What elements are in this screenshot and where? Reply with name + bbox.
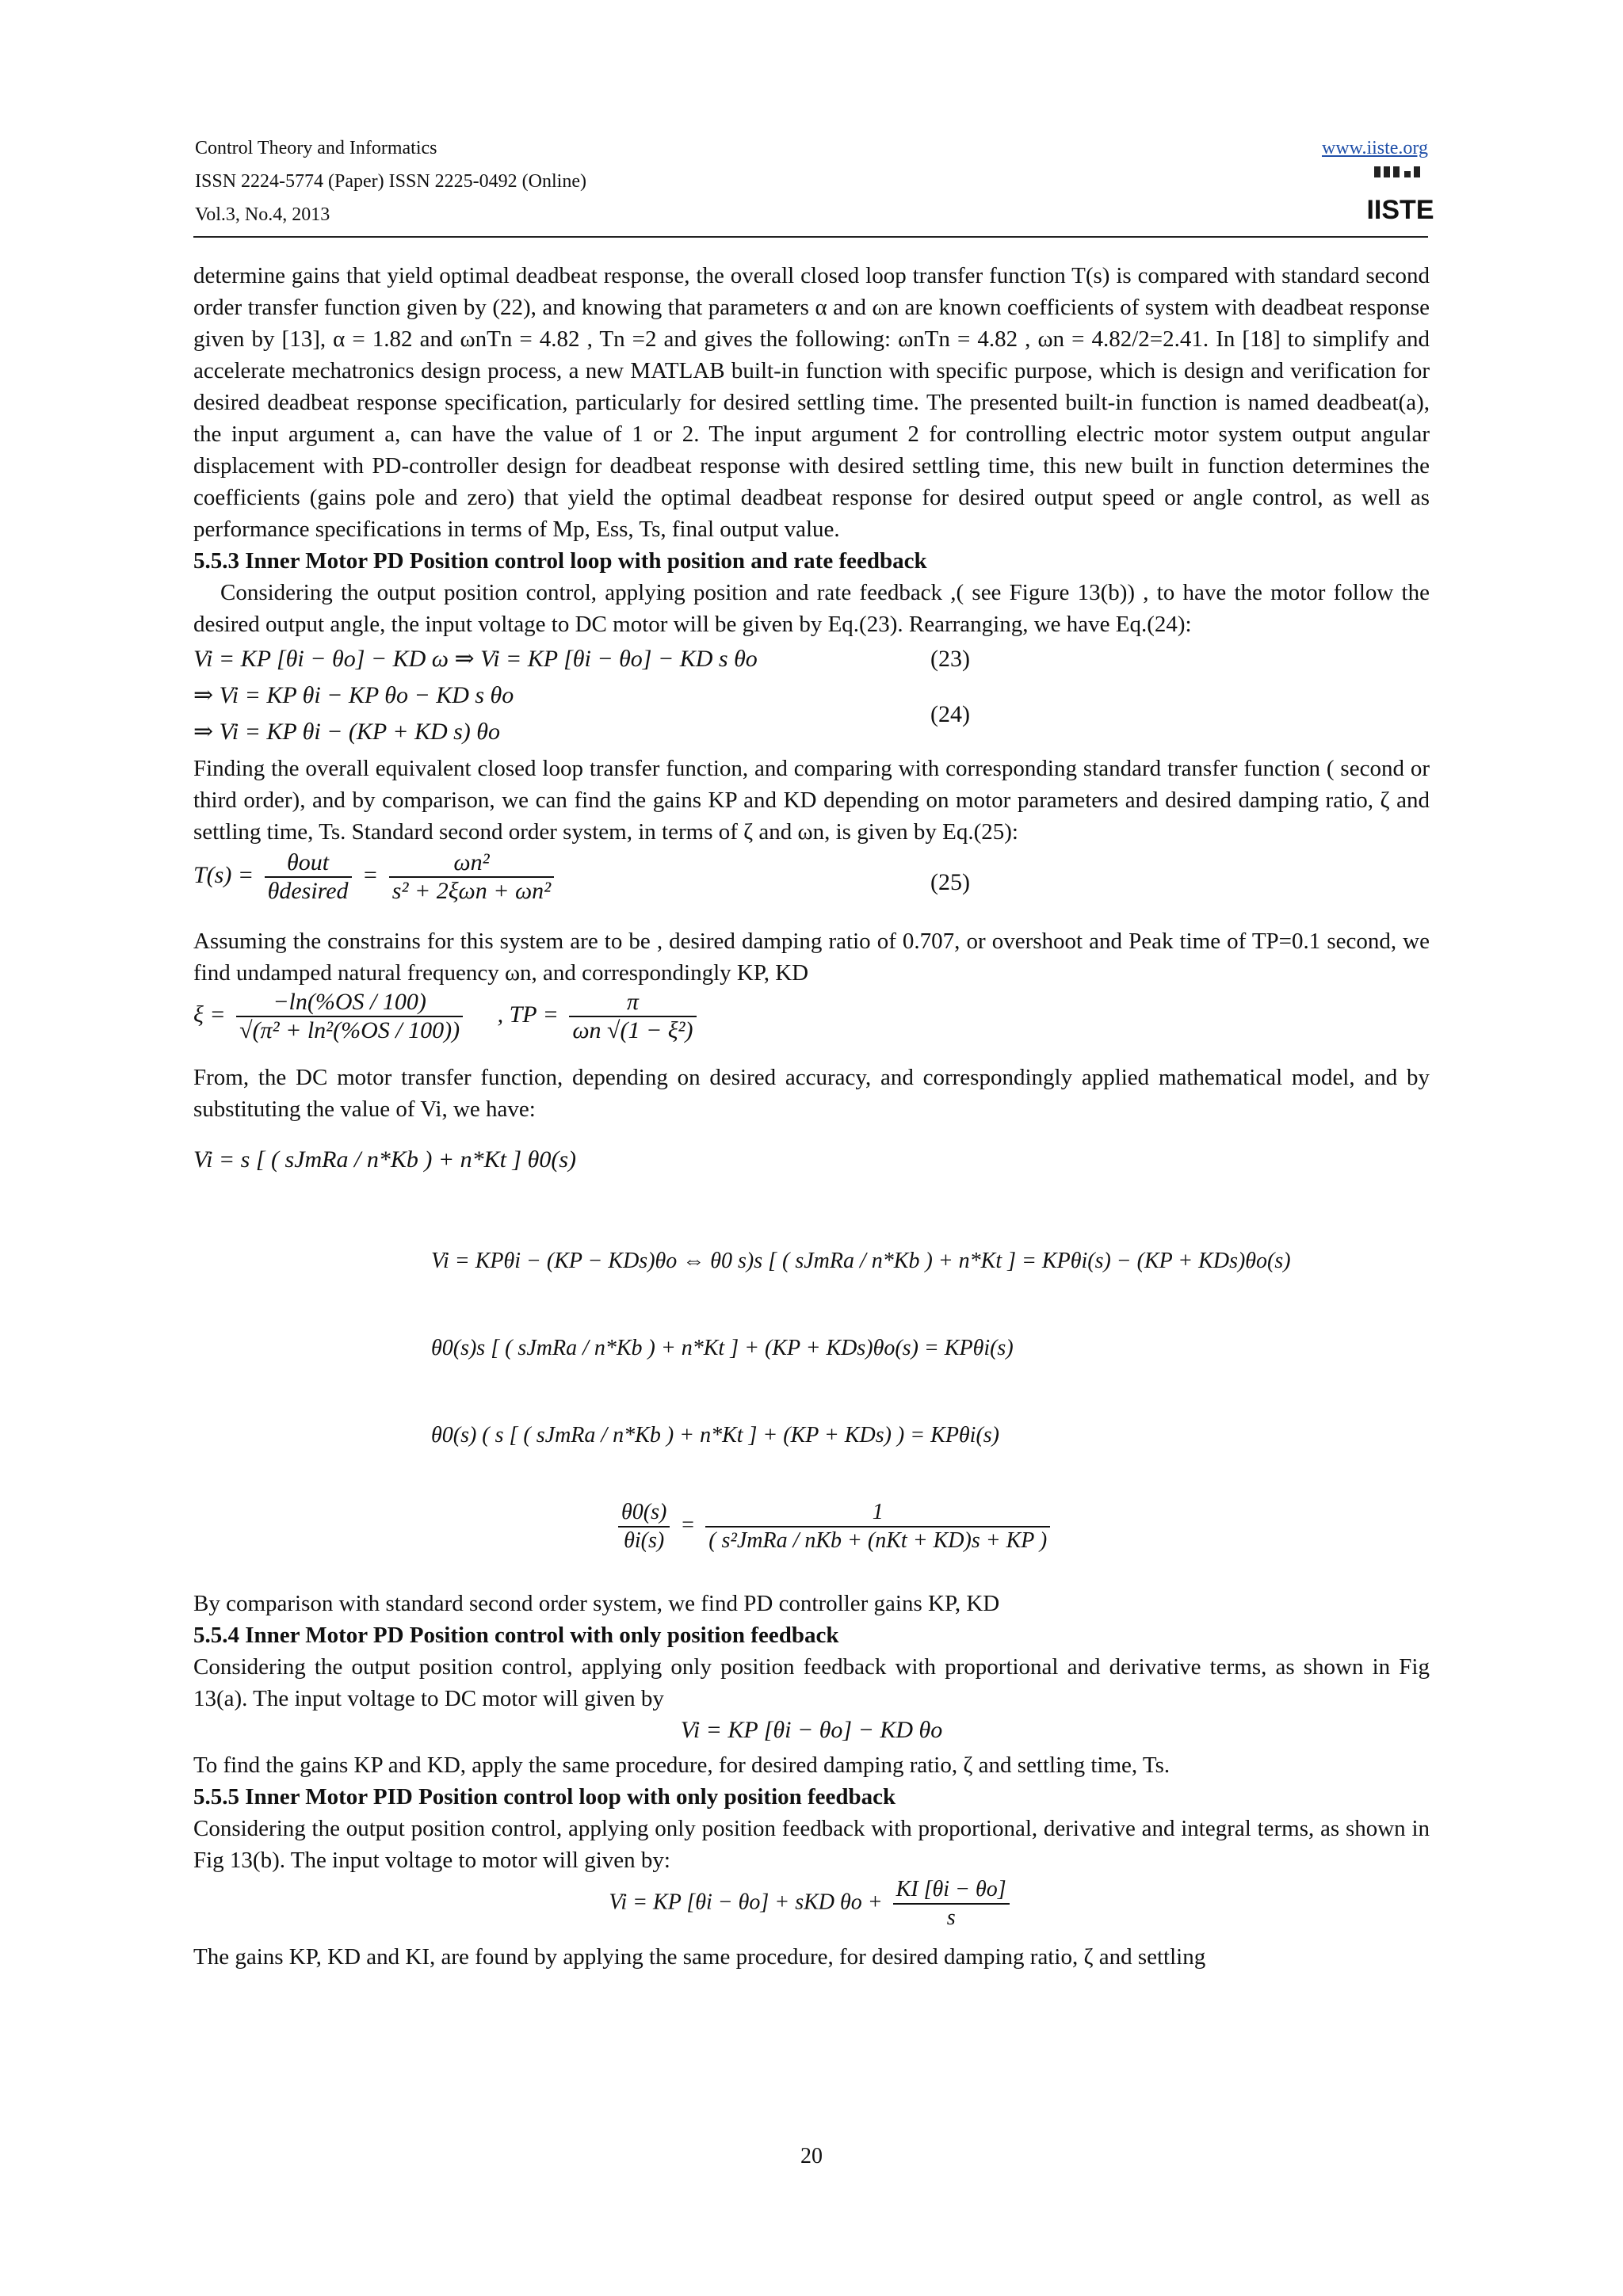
paragraph: Assuming the constrains for this system are to be , desired damping ratio of 0.707, or overshoot and Peak time of TP=0.1 second, we find undamped natural frequency ωn, and correspondingly KP, KD [193, 929, 1430, 986]
journal-title: Control Theory and Informatics [195, 138, 437, 158]
header-rule [193, 236, 1428, 238]
equation-pd [193, 1714, 1430, 1749]
paragraph: From, the DC motor transfer function, depending on desired accuracy, and correspondingly applied mathematical model, and by substituting the value of Vi, we have: [193, 1065, 1430, 1122]
iiste-logo [1366, 166, 1434, 225]
svg-text:IISTE: IISTE [1366, 195, 1434, 225]
equation-xi-tp [193, 989, 1430, 1062]
fraction [705, 1499, 1050, 1554]
numerator: 1 [705, 1499, 1050, 1527]
section-heading-5-5-4: 5.5.4 Inner Motor PD Position control with only position feedback [193, 1623, 839, 1648]
numerator: KI [θi − θo] [893, 1876, 1010, 1905]
equation-number: (23) [930, 646, 970, 672]
equation-m5: $\frac{\theta 0(s)}{\theta i(s)}$ = $\frac{1}{\text{( s²JmRa / nKb + (nKt + KD)s + KP )}}$ [193, 1499, 1430, 1588]
equation-m1 [193, 1125, 1430, 1230]
denominator: ( s²JmRa / nKb + (nKt + KD)s + KP ) [708, 1528, 1048, 1553]
equation-24b [193, 716, 1430, 753]
equation-lhs: ξ = [193, 1001, 226, 1028]
equation-25: T(s) = $\frac{\text{θout}}{\text{θdesired}}$ = $\frac{\text{ωn²}}{\text{s² + 2ξωn + ωn²}}$ (25) [193, 849, 970, 904]
denominator: θi(s) [624, 1528, 665, 1553]
equation-lhs: T(s) = [193, 861, 254, 888]
equation-number: (24) [930, 701, 970, 727]
numerator: ωn² [389, 849, 554, 878]
page-body [193, 260, 1430, 1973]
issn-line: ISSN 2224-5774 (Paper) ISSN 2225-0492 (Online) [195, 171, 586, 192]
fraction [569, 989, 696, 1044]
denominator: √(π² + ln²(%OS / 100)) [239, 1017, 460, 1043]
volume-line: Vol.3, No.4, 2013 [195, 204, 330, 225]
equation-m3 [193, 1325, 1430, 1412]
numerator: θout [265, 849, 352, 878]
fraction [893, 1876, 1010, 1932]
journal-url-link[interactable]: www.iiste.org [1322, 138, 1428, 158]
fraction [236, 989, 463, 1044]
equation-24a [193, 680, 1430, 727]
fraction [265, 849, 352, 905]
fraction [618, 1499, 670, 1554]
denominator: s [946, 1905, 956, 1930]
equation-number: (25) [930, 869, 970, 895]
paragraph: The gains KP, KD and KI, are found by applying the same procedure, for desired damping ratio, ζ and settling [193, 1944, 1206, 1970]
equation-pid [193, 1876, 1430, 1941]
numerator: −ln(%OS / 100) [236, 989, 463, 1017]
page-number: 20 [800, 2144, 823, 2168]
denominator: θdesired [267, 878, 349, 904]
equation-text: Vi = KP [θi − θo] + sKD θo + [609, 1890, 883, 1915]
section-heading-5-5-5: 5.5.5 Inner Motor PID Position control loop with only position feedback [193, 1784, 896, 1810]
paragraph: By comparison with standard second order system, we find PD controller gains KP, KD [193, 1591, 1000, 1616]
paragraph: Considering the output position control, applying only position feedback with proportional, derivative and integral terms, as shown in Fig 13(b). The input voltage to motor will given by: [193, 1816, 1430, 1873]
equation-m2 [193, 1230, 1430, 1325]
equation-text: θ0(s) ( s [ ( sJmRa / n*Kb ) + n*Kt ] + (KP + KDs) ) = KPθi(s) [431, 1423, 999, 1447]
paragraph: To find the gains KP and KD, apply the same procedure, for desired damping ratio, ζ and settling time, Ts. [193, 1753, 1170, 1778]
section-heading-5-5-3: 5.5.3 Inner Motor PD Position control loop with position and rate feedback [193, 548, 927, 574]
denominator: s² + 2ξωn + ωn² [391, 878, 552, 904]
equation-text: ⇒ Vi = KP θi − (KP + KD s) θo [193, 719, 501, 745]
equation-text: Vi = KPθi − (KP − KDs)θo ⇔ θ0 s)s [ ( sJmRa / n*Kb ) + n*Kt ] = KPθi(s) − (KP + KDs)θo(s) [431, 1249, 1291, 1273]
paragraph: Considering the output position control, applying position and rate feedback ,( see Figure 13(b)) , to have the motor follow the desired output angle, the input voltage to DC motor will be given by Eq.(23). Rearranging, we have Eq.(24): [193, 580, 1430, 637]
equation-23 [193, 643, 1430, 680]
denominator: ωn √(1 − ξ²) [572, 1017, 693, 1043]
paragraph: Considering the output position control, applying only position feedback with proportional and derivative terms, as shown in Fig 13(a). The input voltage to DC motor will given by [193, 1654, 1430, 1711]
paragraph: determine gains that yield optimal deadbeat response, the overall closed loop transfer function T(s) is compared with standard second order transfer function given by (22), and knowing that parameters α and ωn are known coefficients of system with deadbeat response given by [13], α = 1.82 and ωnTn = 4.82 , Tn =2 and gives the following: ωnTn = 4.82 , ωn = 4.82/2=2.41. In [18] to simplify and accelerate mechatronics design process, a new MATLAB built-in function with specific purpose, which is design and verification for desired deadbeat response specification, particularly for desired settling time. The presented built-in function is named deadbeat(a), the input argument a, can have the value of 1 or 2. The input argument 2 for controlling electric motor system output angular displacement with PD-controller design for deadbeat response with desired settling time, this new built in function determines the coefficients (gains pole and zero) that yield the optimal deadbeat response for desired output speed or angle control, as well as performance specifications in terms of Mp, Ess, Ts, final output value. [193, 263, 1430, 542]
equation-text: θ0(s)s [ ( sJmRa / n*Kb ) + n*Kt ] + (KP + KDs)θo(s) = KPθi(s) [431, 1336, 1014, 1360]
equation-text: ⇒ Vi = KP θi − KP θo − KD s θo [193, 682, 514, 708]
equation-text: Vi = s [ ( sJmRa / n*Kb ) + n*Kt ] θ0(s) [193, 1146, 576, 1173]
fraction [389, 849, 554, 905]
numerator: π [569, 989, 696, 1017]
numerator: θ0(s) [618, 1499, 670, 1527]
paragraph: Finding the overall equivalent closed loop transfer function, and comparing with corresponding standard transfer function ( second or third order), and by comparison, we can find the gains KP and KD depending on motor parameters and desired damping ratio, ζ and settling time, Ts. Standard second order system, in terms of ζ and ωn, is given by Eq.(25): [193, 756, 1430, 845]
equation-lhs: , TP = [497, 1001, 559, 1028]
equation-m4 [193, 1412, 1430, 1499]
equation-text: Vi = KP [θi − θo] − KD ω ⇒ Vi = KP [θi − θo] − KD s θo [193, 646, 758, 672]
equation-text: Vi = KP [θi − θo] − KD θo [680, 1717, 943, 1743]
